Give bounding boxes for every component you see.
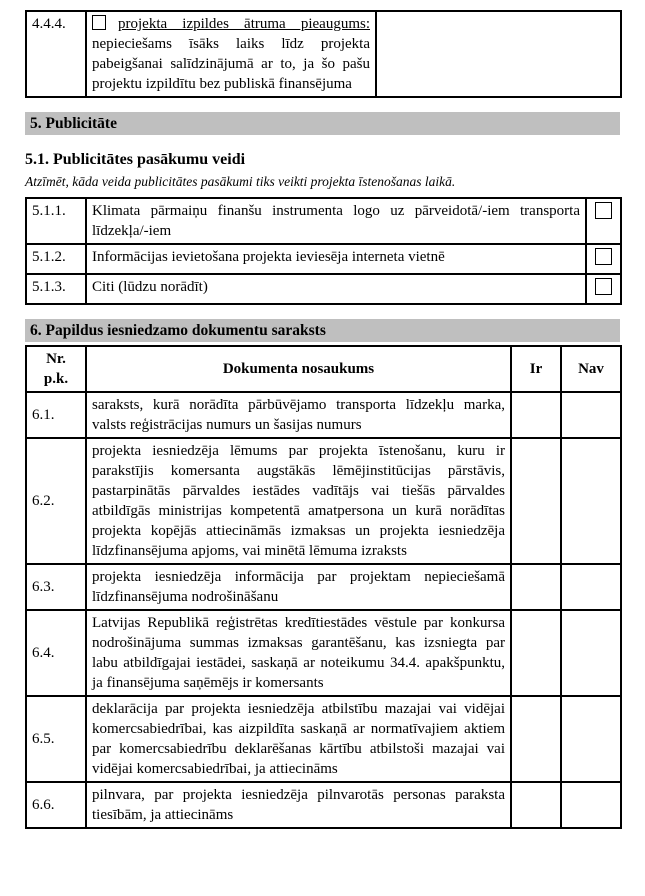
row-text-4-4-4	[86, 11, 376, 97]
table-6-documents	[25, 345, 622, 829]
row-number-6-3: 6.3.	[26, 564, 86, 610]
ir-cell-6-1	[511, 392, 561, 438]
checkbox-cell	[586, 198, 621, 244]
checkbox-5-1-2[interactable]	[595, 248, 612, 265]
empty-cell	[376, 11, 621, 97]
column-header-nr-line1: Nr.	[46, 351, 66, 367]
nav-cell-6-3	[561, 564, 621, 610]
nav-cell-6-1	[561, 392, 621, 438]
row-number-4-4-4: 4.4.4.	[26, 11, 86, 97]
nav-cell-6-5	[561, 696, 621, 782]
ir-cell-6-5	[511, 696, 561, 782]
row-text-6-6: pilnvara, par projekta iesniedzēja pilnvarotās personas paraksta tiesībām, ja attiecināms	[86, 782, 511, 828]
row-number-6-1: 6.1.	[26, 392, 86, 438]
checkbox-cell	[586, 244, 621, 274]
ir-cell-6-2	[511, 438, 561, 564]
column-header-document: Dokumenta nosaukums	[86, 346, 511, 392]
row-text-5-1-1: Klimata pārmaiņu finanšu instrumenta logo uz pārveidotā/-iem transporta līdzekļa/-iem	[86, 198, 586, 244]
section-5-header: 5. Publicitāte	[25, 112, 620, 135]
row-number-6-2: 6.2.	[26, 438, 86, 564]
row-number-6-5: 6.5.	[26, 696, 86, 782]
nav-cell-6-4	[561, 610, 621, 696]
subsection-5-1-note: Atzīmēt, kāda veida publicitātes pasākumi tiks veikti projekta īstenošanas laikā.	[25, 174, 456, 189]
ir-cell-6-4	[511, 610, 561, 696]
table-row	[26, 564, 621, 610]
row-text-6-2: projekta iesniedzēja lēmums par projekta īstenošanu, kuru ir parakstījis komersanta augstākās lēmējinstitūcijas pārstāvis, pastarpinātās pārvaldes iestādes vadītājs vai tiešās pārvaldes atbildīgās ministrijas kompetentā amatpersona un kurā norādītas projekta kopējās attiecināmās izmaksas un projekta iesniedzēja līdzfinansējuma apjoms, vai minētā lēmuma izraksts	[86, 438, 511, 564]
table-row	[26, 438, 621, 564]
ir-cell-6-3	[511, 564, 561, 610]
document-page	[25, 0, 620, 829]
nav-cell-6-2	[561, 438, 621, 564]
checkbox-4-4-4[interactable]	[92, 15, 106, 30]
subsection-5-1-title: 5.1. Publicitātes pasākumu veidi	[25, 151, 246, 168]
row-text-6-1: saraksts, kurā norādīta pārbūvējamo transporta līdzekļu marka, valsts reģistrācijas numurs un šasijas numurs	[86, 392, 511, 438]
checkbox-5-1-3[interactable]	[595, 278, 612, 295]
table-row	[26, 244, 621, 274]
nav-cell-6-6	[561, 782, 621, 828]
row-text-5-1-3: Citi (lūdzu norādīt)	[86, 274, 586, 304]
row-number-5-1-3: 5.1.3.	[26, 274, 86, 304]
section-6-header: 6. Papildus iesniedzamo dokumentu saraksts	[25, 319, 620, 342]
row-text-6-4: Latvijas Republikā reģistrētas kredītiestādes vēstule par konkursa nodrošinājuma summas izmaksas garantēšanu, kas izsniegta par labu atbildīgajai iestādei, saskaņā ar noteikumu 34.4. apakšpunktu, ja finansējuma saņēmējs ir komersants	[86, 610, 511, 696]
row-text-5-1-2: Informācijas ievietošana projekta ieviesēja interneta vietnē	[86, 244, 586, 274]
table-row	[26, 782, 621, 828]
table-5-1	[25, 197, 622, 305]
checkbox-cell	[586, 274, 621, 304]
row-number-5-1-1: 5.1.1.	[26, 198, 86, 244]
row-text-rest: nepieciešams īsāks laiks līdz projekta pabeigšanai salīdzinājumā ar to, ja šo pašu projektu izpildītu bez publiskā finansējuma	[92, 36, 370, 92]
table-row	[26, 11, 621, 97]
row-text-6-3: projekta iesniedzēja informācija par projektam nepieciešamā līdzfinansējuma nodrošināšanu	[86, 564, 511, 610]
column-header-nr-line2: p.k.	[43, 371, 69, 387]
table-row	[26, 610, 621, 696]
table-header-row	[26, 346, 621, 392]
table-row	[26, 198, 621, 244]
underlined-phrase: projekta izpildes ātruma pieaugums:	[118, 16, 370, 32]
column-header-nr	[26, 346, 86, 392]
table-row	[26, 392, 621, 438]
row-number-6-6: 6.6.	[26, 782, 86, 828]
row-text-6-5: deklarācija par projekta iesniedzēja atbilstību mazajai vai vidējai komercsabiedrībai, kas aizpildīta saskaņā ar normatīvajiem aktiem par komercsabiedrību deklarēšanas kārtību atbilstoši mazajai vai vidējai komercsabiedrībai, ja attiecināms	[86, 696, 511, 782]
ir-cell-6-6	[511, 782, 561, 828]
row-number-5-1-2: 5.1.2.	[26, 244, 86, 274]
table-row	[26, 274, 621, 304]
column-header-ir: Ir	[511, 346, 561, 392]
table-4-4	[25, 10, 622, 98]
table-row	[26, 696, 621, 782]
row-number-6-4: 6.4.	[26, 610, 86, 696]
column-header-nav: Nav	[561, 346, 621, 392]
checkbox-5-1-1[interactable]	[595, 202, 612, 219]
